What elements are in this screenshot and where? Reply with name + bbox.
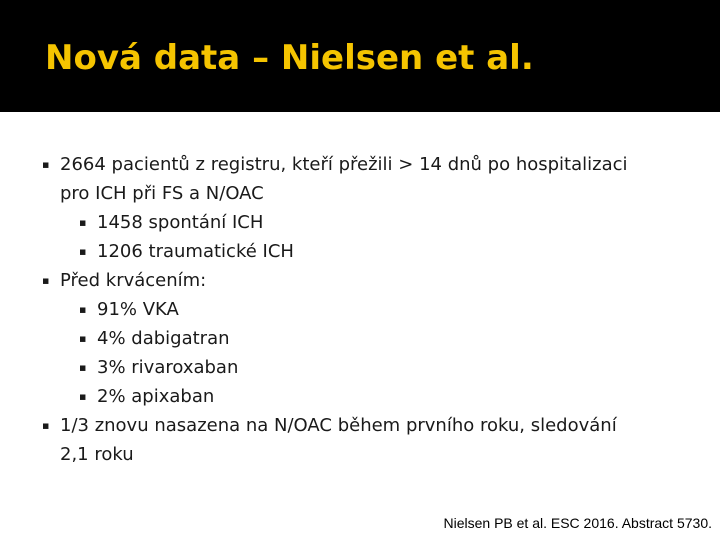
bullet-icon: ▪: [42, 274, 50, 287]
bullet-icon: ▪: [79, 390, 87, 403]
list-item: 1/3 znovu nasazena na N/OAC během prvního roku, sledování: [60, 415, 617, 436]
bullet-icon: ▪: [79, 361, 87, 374]
list-item: 2% apixaban: [97, 386, 215, 407]
bullet-icon: ▪: [79, 303, 87, 316]
title-bar: [0, 0, 720, 112]
list-item: 2664 pacientů z registru, kteří přežili > 14 dnů po hospitalizaci: [60, 154, 628, 175]
bullet-icon: ▪: [79, 216, 87, 229]
list-item: 1458 spontání ICH: [97, 212, 264, 233]
list-item-continuation: 2,1 roku: [60, 444, 134, 465]
slide-title: Nová data – Nielsen et al.: [45, 38, 534, 78]
citation: Nielsen PB et al. ESC 2016. Abstract 5730.: [443, 515, 712, 531]
bullet-icon: ▪: [79, 245, 87, 258]
list-item-continuation: pro ICH při FS a N/OAC: [60, 183, 264, 204]
list-item: Před krvácením:: [60, 270, 207, 291]
list-item: 3% rivaroxaban: [97, 357, 239, 378]
bullet-icon: ▪: [79, 332, 87, 345]
list-item: 1206 traumatické ICH: [97, 241, 294, 262]
list-item: 4% dabigatran: [97, 328, 230, 349]
bullet-icon: ▪: [42, 419, 50, 432]
bullet-icon: ▪: [42, 158, 50, 171]
list-item: 91% VKA: [97, 299, 179, 320]
